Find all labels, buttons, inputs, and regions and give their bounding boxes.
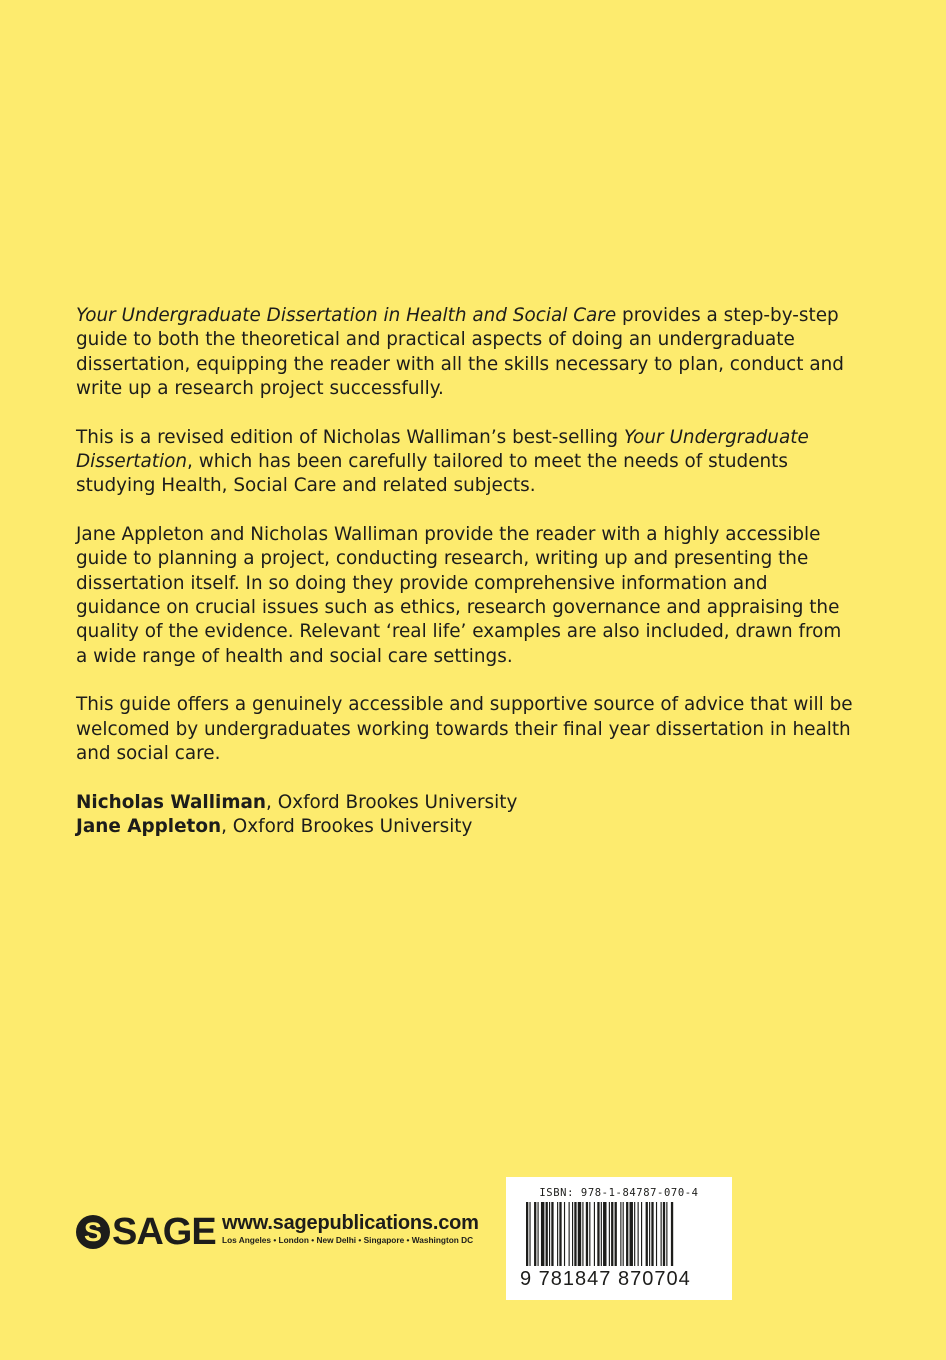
blurb-paragraph-2 (76, 426, 856, 499)
publisher-cities: Los Angeles • London • New Delhi • Singapore • Washington DC (222, 1235, 474, 1245)
blurb-paragraph-1-text: provides a step-by-step guide to both the theoretical and practical aspects of doing an undergraduate dissertation, equipping the reader with all the skills necessary to plan, conduct and write up a research project successfully. (76, 305, 844, 400)
barcode-bar (611, 1202, 613, 1266)
barcode-bar (603, 1202, 606, 1266)
author-list (76, 791, 856, 840)
barcode-bar (623, 1202, 624, 1266)
barcode-bar (589, 1202, 590, 1266)
back-cover-blurb (76, 304, 856, 839)
blurb-paragraph-2-start: This is a revised edition of Nicholas Walliman’s best-selling (76, 426, 624, 448)
blurb-paragraph-1 (76, 304, 856, 402)
author-name: Jane Appleton (76, 815, 222, 837)
barcode-bar (594, 1202, 595, 1266)
barcode-box (506, 1177, 732, 1300)
book-title: Your Undergraduate Dissertation in Health and Social Care (76, 305, 617, 326)
barcode-bar (666, 1202, 667, 1266)
barcode-bar (534, 1202, 536, 1266)
barcode-bar (601, 1202, 602, 1266)
barcode-bar (546, 1202, 548, 1266)
author-line (76, 815, 856, 839)
isbn-label: ISBN: 978-1-84787-070-4 (539, 1187, 699, 1199)
barcode-bar (564, 1202, 565, 1266)
barcode-bar (641, 1202, 642, 1266)
author-affiliation: , Oxford Brookes University (221, 815, 473, 837)
barcode-bar (626, 1202, 628, 1266)
barcode-bar (582, 1202, 583, 1266)
barcode-bar (526, 1202, 528, 1266)
barcode-bar (663, 1202, 665, 1266)
barcode-bar (597, 1202, 599, 1266)
author-affiliation: , Oxford Brookes University (266, 791, 518, 813)
barcode-bar (538, 1202, 539, 1266)
blurb-paragraph-2-text: , which has been carefully tailored to meet the needs of students studying Health, Social Care and related subjects. (76, 451, 788, 497)
sage-logo (76, 1210, 216, 1254)
publisher-url: www.sagepublications.com (222, 1212, 479, 1234)
barcode-bar (549, 1202, 550, 1266)
barcode-bar (671, 1202, 673, 1266)
barcode-bar (649, 1202, 650, 1266)
publisher-info (222, 1212, 479, 1246)
barcode-bar (529, 1202, 530, 1266)
barcode-bar (638, 1202, 639, 1266)
blurb-paragraph-3: Jane Appleton and Nicholas Walliman provide the reader with a highly accessible guide to planning a project, conducting research, writing up and presenting the dissertation itself. In so doing they provide comprehensive information and guidance on crucial issues such as ethics, research governance and appraising the quality of the evidence. Relevant ‘real life’ examples are also included, drawn from a wide range of health and social care settings. (76, 523, 842, 667)
barcode-bar (578, 1202, 581, 1266)
blurb-paragraph-4: This guide offers a genuinely accessible and supportive source of advice that will be welcomed by undergraduates working towards their final year dissertation in health and social care. (76, 694, 853, 765)
author-name: Nicholas Walliman (76, 791, 267, 813)
barcode-bar (572, 1202, 573, 1266)
barcode-bar (586, 1202, 588, 1266)
barcode-bar (541, 1202, 544, 1266)
barcode-bar (559, 1202, 561, 1266)
barcode-bar (569, 1202, 570, 1266)
barcode-bar (630, 1202, 633, 1266)
barcode-bar (651, 1202, 653, 1266)
barcode-bar (615, 1202, 617, 1266)
barcode-bar (551, 1202, 553, 1266)
sage-logo-wordmark: SAGE (112, 1211, 216, 1253)
sage-logo-mark: S (76, 1215, 110, 1249)
barcode-bar (574, 1202, 576, 1266)
publisher-block (76, 1210, 506, 1254)
barcode-bar (620, 1202, 621, 1266)
barcode-bar (656, 1202, 657, 1266)
original-book-title: Your Undergraduate Dissertation (76, 426, 809, 473)
barcode-bars (526, 1202, 716, 1274)
barcode-bar (557, 1202, 558, 1266)
barcode-bar (661, 1202, 662, 1266)
barcode-bar (634, 1202, 635, 1266)
barcode-bar (646, 1202, 648, 1266)
barcode-digits: 9 781847 870704 (520, 1268, 691, 1290)
barcode-bar (609, 1202, 610, 1266)
author-line (76, 791, 856, 815)
